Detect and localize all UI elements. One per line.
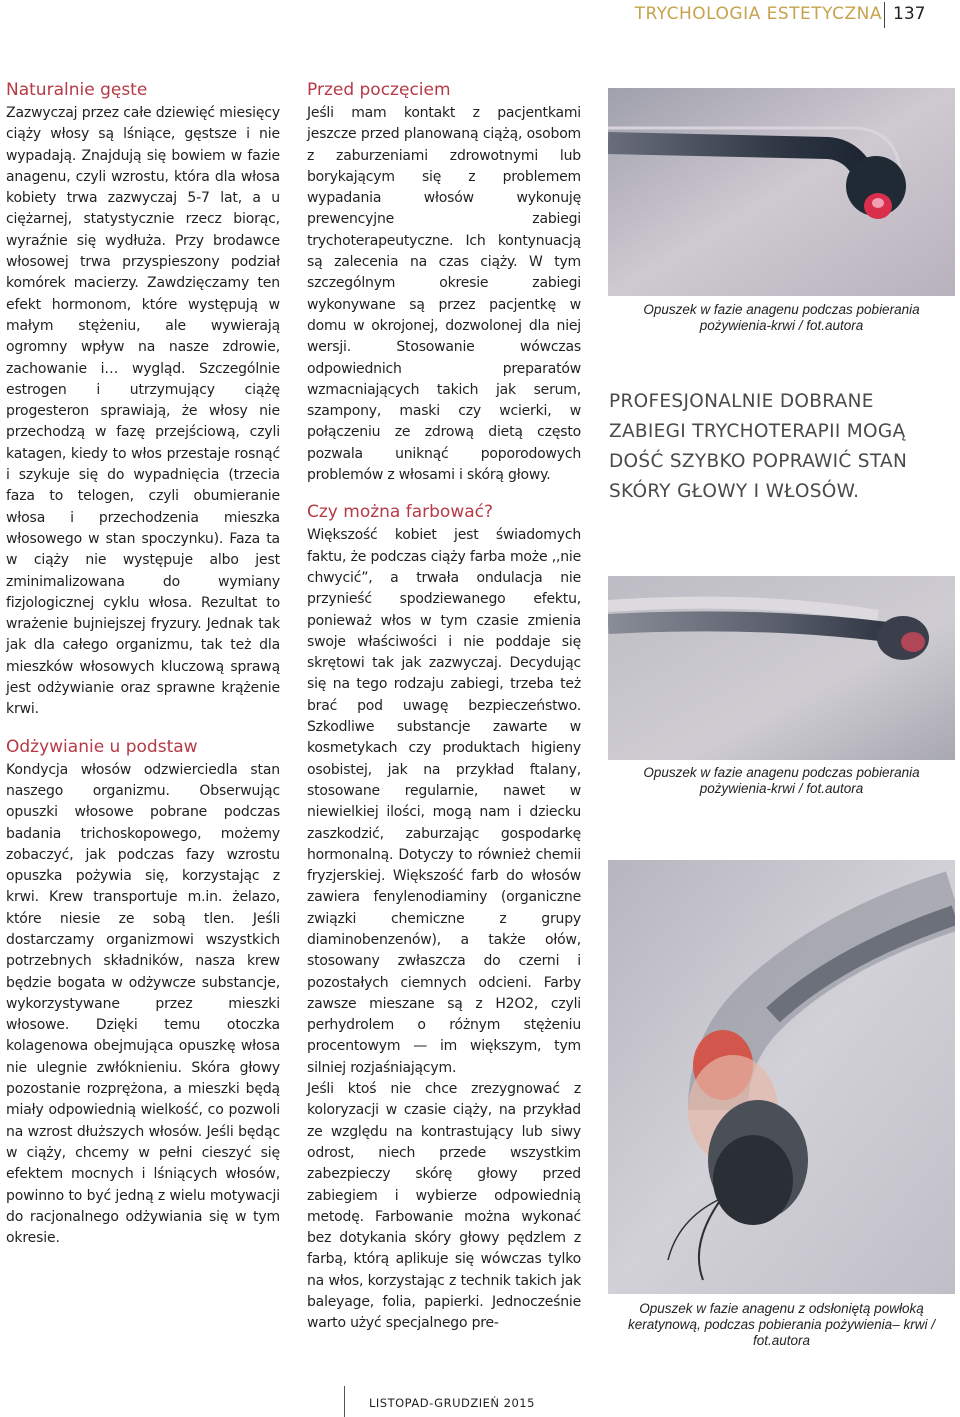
pull-quote: PROFESJONALNIE DOBRANE ZABIEGI TRYCHOTERAPII MOGĄ DOŚĆ SZYBKO POPRAWIĆ STAN SKÓRY GŁOWY I WŁOSÓW. [609, 391, 908, 502]
page-footer [344, 1386, 535, 1417]
column-middle [307, 80, 581, 1335]
section-title: TRYCHOLOGIA ESTETYCZNA [634, 4, 882, 24]
header-divider [884, 2, 885, 28]
photo-hair-bulb-2 [608, 576, 955, 760]
paragraph: Jeśli mam kontakt z pacjentkami jeszcze przed planowaną ciążą, osobom z zaburzeniami zdrowotnymi lub borykającym się z problemem wypadania włosów wykonuję prewencyjne zabiegi trychoterapeutyczne. Ich kontynuacją są zalecenia na czas ciąży. W tym szczególnym okresie zabiegi wykonywane są przez pacjentkę w domu w okrojonej, dozwolonej dla niej wersji. Stosowanie wówczas odpowiednich preparatów wzmacniających takich jak serum, szampony, maski czy wcierki, w połączeniu ze zdrową dietą często pozwala uniknąć poporodowych problemów z włosami i skórą głowy. [307, 105, 581, 484]
heading-naturalnie-geste: Naturalnie gęste [6, 80, 148, 100]
heading-przed-poczeciem: Przed poczęciem [307, 80, 451, 100]
photo-caption-3: Opuszek w fazie anagenu z odsłoniętą powłoką keratynową, podczas pobierania pożywienia– krwi / fot.autora [628, 1301, 935, 1348]
paragraph: Jeśli ktoś nie chce zrezygnować z koloryzacji w czasie ciąży, na przykład ze względu na kontrastujący lub siwy odrost, niech przede wszystkim zabezpieczy skórę głowy przed zabiegiem i wybierze odpowiednią metodę. Farbowanie można wykonać bez dotykania skóry głowy pędzlem z farbą, którą aplikuje się wówczas tylko na włos, korzystając z technik takich jak baleyage, folia, papierki. Jednocześnie warto użyć specjalnego pre- [307, 1081, 581, 1332]
photo-hair-bulb-3 [608, 860, 955, 1294]
issue-label: LISTOPAD-GRUDZIEŃ 2015 [369, 1396, 535, 1410]
heading-odzywianie: Odżywianie u podstaw [6, 736, 198, 757]
photo-caption-2: Opuszek w fazie anagenu podczas pobierania pożywienia-krwi / fot.autora [643, 765, 920, 796]
page-number: 137 [893, 4, 926, 24]
paragraph: Zazwyczaj przez całe dziewięć miesięcy ciąży włosy są lśniące, gęstsze i nie wypadają. Znajdują się bowiem w fazie anagenu, czyli wzrostu, która dla włosa kobiety trwa zazwyczaj 5-7 lat, a u ciężarnej, statystycznie rzecz biorąc, wyraźnie się wydłuża. Przy brodawce włosowej trwa przyspieszony podział komórek macierzy. Zawdzięczamy ten efekt hormonom, które występują w małym stężeniu, ale wywierają ogromny wpływ na nasze zdrowie, zachowanie i… wygląd. Szczególnie estrogen i utrzymujący ciążę progesteron sprawiają, że włosy nie przechodzą w fazę przejściową, czyli katagen, kiedy to włos przestaje rosnąć i szykuje się do wypadnięcia (trzecia faza to telogen, czyli obumieranie włosa i przechodzenia mieszka włosowego w stan spoczynku). Faza ta w ciąży nie występuje albo jest zminimalizowana do wymiany fizjologicznej cyklu włosa. Rezultat to wrażenie bujniejszej fryzury. Jednak tak jak dla całego organizmu, tak też dla mieszków włosowych kluczową sprawą jest odżywianie oraz sprawne krążenie krwi. [6, 105, 280, 718]
photo-caption-1: Opuszek w fazie anagenu podczas pobierania pożywienia-krwi / fot.autora [643, 302, 920, 333]
photo-hair-bulb-1 [608, 88, 955, 296]
page-header [0, 0, 960, 32]
paragraph: Większość kobiet jest świadomych faktu, że podczas ciąży farba może ,,nie chwycić”, a trwała ondulacja nie przynieść spodziewanego efektu, ponieważ włos w tym czasie zmienia swoje właściwości i nie poddaje się skrętowi tak jak zazwyczaj. Decydując się na tego rodzaju zabiegi, trzeba też brać pod uwagę bezpieczeństwo. Szkodliwe substancje zawarte w kosmetykach czy produktach higieny osobistej, jak na przykład ftalany, stosowane regularnie, nawet w niewielkiej ilości, mogą nam i dziecku zaszkodzić, zaburzając gospodarkę hormonalną. Dotyczy to również chemii fryzjerskiej. Większość farb do włosów zawiera fenylenodiaminy (organiczne związki chemiczne z grupy diaminobenzenów), a także ołów, stosowany zwłaszcza do czerni i pozostałych ciemnych odcieni. Farby zawsze mieszane są z H2O2, czyli perhydrolem o różnym stężeniu procentowym — im większym, tym silniej rozjaśniającym. [307, 527, 581, 1076]
heading-czy-mozna-farbowac: Czy można farbować? [307, 502, 494, 523]
paragraph: Kondycja włosów odzwierciedla stan naszego organizmu. Obserwując opuszki włosowe pobrane podczas badania trichoskopowego, możemy zobaczyć, jak podczas fazy wzrostu opuszka pożywia się, korzystając z krwi. Krew transportuje m.in. żelazo, które niesie ze sobą tlen. Jeśli dostarczamy organizmowi wszystkich potrzebnych składników, nasza krew będzie bogata w odżywcze substancje, wykorzystywane przez mieszki włosowe. Dzięki temu otoczka kolagenowa obejmująca opuszkę włosa nie ulegnie zwłóknieniu. Skóra głowy pozostanie rozprężona, a mieszki będą miały odpowiednią wielkość, co pozwoli na wzrost dłuższych włosów. Jeśli będąc w ciąży, chcemy w pełni cieszyć się efektem mocnych i lśniących włosów, powinno to być jedną z wielu motywacji do racjonalnego odżywiania się w tym okresie. [6, 761, 280, 1247]
column-left [6, 80, 280, 1249]
